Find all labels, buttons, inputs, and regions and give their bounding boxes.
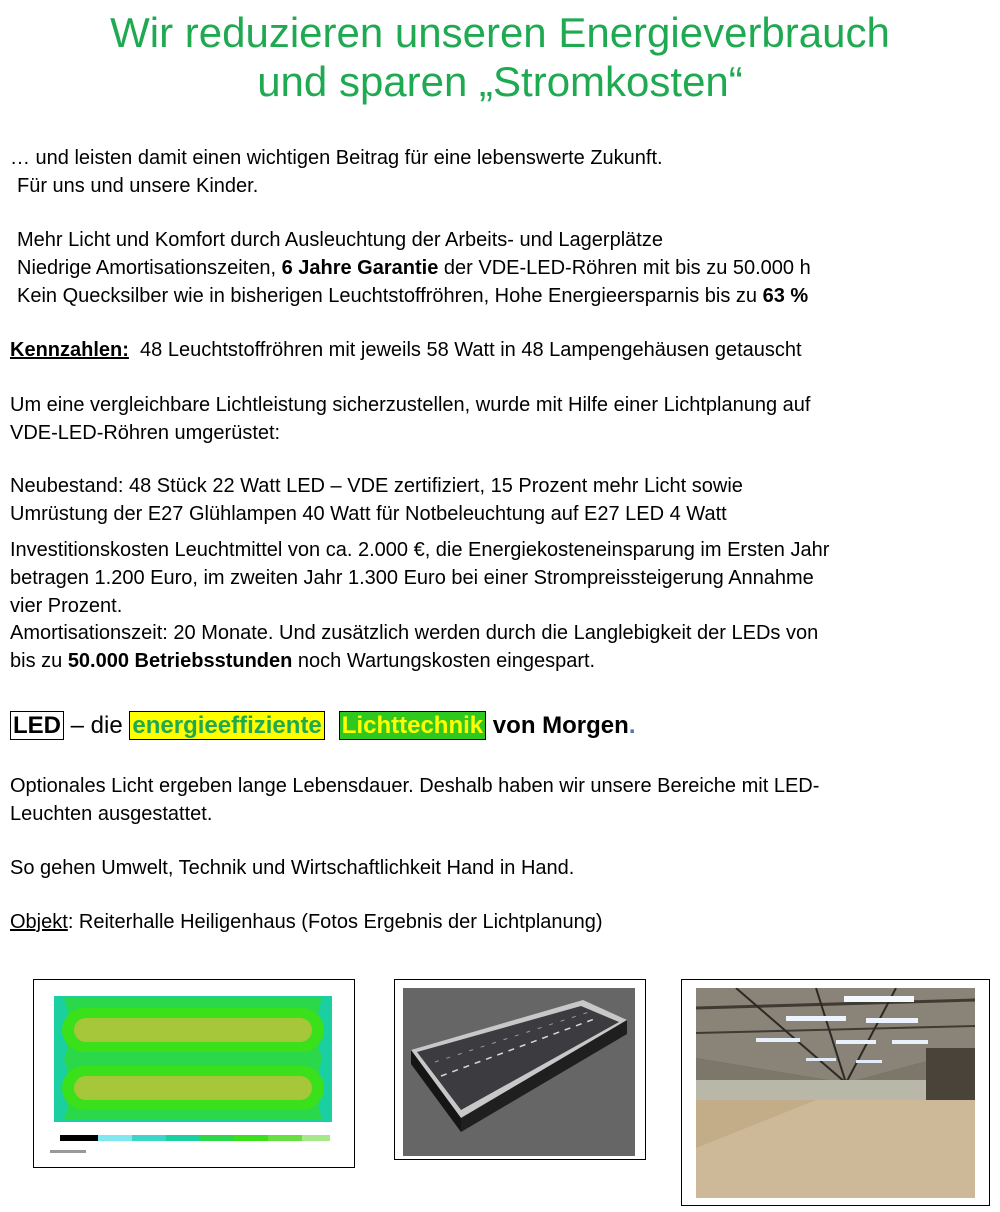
benefit-text: der VDE-LED-Röhren mit bis zu 50.000 h <box>438 257 811 279</box>
neubestand-line-1: Neubestand: 48 Stück 22 Watt LED – VDE zertifiziert, 15 Prozent mehr Licht sowie <box>10 475 743 497</box>
benefit-guarantee: 6 Jahre Garantie <box>281 257 439 279</box>
investment-line-5 <box>10 649 595 673</box>
intro-line-1: … und leisten damit einen wichtigen Beitrag für eine lebenswerte Zukunft. <box>10 147 663 169</box>
benefit-text: Kein Quecksilber wie in bisherigen Leuchtstoffröhren, Hohe Energieersparnis bis zu <box>17 285 763 307</box>
benefit-line-3 <box>17 284 808 308</box>
benefit-savings-percent: 63 % <box>762 285 809 307</box>
investment-operating-hours: 50.000 Betriebsstunden <box>67 650 293 672</box>
optional-line-1: Optionales Licht ergeben lange Lebensdauer. Deshalb haben wir unsere Bereiche mit LED- <box>10 775 820 797</box>
slogan-energy-efficient-box: energieeffiziente <box>129 711 324 740</box>
closing-line: So gehen Umwelt, Technik und Wirtschaftlichkeit Hand in Hand. <box>10 857 575 879</box>
planning-line-1: Um eine vergleichbare Lichtleistung sicherzustellen, wurde mit Hilfe einer Lichtplanung auf <box>10 394 811 416</box>
hall-3d-model <box>395 980 645 1159</box>
kennzahlen-text: 48 Leuchtstoffröhren mit jeweils 58 Watt in 48 Lampengehäusen getauscht <box>140 339 802 361</box>
planning-line-2: VDE-LED-Röhren umgerüstet: <box>10 422 281 444</box>
title-line-1: Wir reduzieren unseren Energieverbrauch <box>110 9 890 56</box>
benefit-line-2 <box>17 256 811 280</box>
slogan-dot: . <box>628 712 636 739</box>
neubestand-line-2: Umrüstung der E27 Glühlampen 40 Watt für Notbeleuchtung auf E27 LED 4 Watt <box>10 503 727 525</box>
riding-hall-photo <box>696 988 975 1198</box>
objekt-line <box>10 910 603 934</box>
investment-line-2: betragen 1.200 Euro, im zweiten Jahr 1.300 Euro bei einer Strompreissteigerung Annahme <box>10 567 814 589</box>
light-distribution-plot <box>34 980 354 1167</box>
investment-line-3: vier Prozent. <box>10 595 123 617</box>
intro-line-2: Für uns und unsere Kinder. <box>17 175 259 197</box>
benefit-text: Niedrige Amortisationszeiten, <box>17 257 282 279</box>
light-distribution-image <box>33 979 355 1168</box>
title-line-2: und sparen „Stromkosten“ <box>257 58 743 105</box>
hall-3d-model-image <box>394 979 646 1160</box>
objekt-text: : Reiterhalle Heiligenhaus (Fotos Ergebnis der Lichtplanung) <box>67 911 603 933</box>
investment-text: bis zu <box>10 650 68 672</box>
slogan-rest: von Morgen <box>486 712 629 739</box>
optional-line-2: Leuchten ausgestattet. <box>10 803 213 825</box>
riding-hall-illustration <box>696 988 975 1198</box>
slogan-light-technology-box: Lichttechnik <box>339 711 486 740</box>
kennzahlen-label: Kennzahlen: <box>10 339 129 361</box>
slogan-led-box: LED <box>10 711 64 740</box>
slogan <box>10 711 635 741</box>
objekt-label: Objekt <box>10 911 68 933</box>
investment-line-4: Amortisationszeit: 20 Monate. Und zusätzlich werden durch die Langlebigkeit der LEDs von <box>10 622 819 644</box>
page-title <box>0 8 1000 106</box>
investment-text: noch Wartungskosten eingespart. <box>292 650 596 672</box>
benefit-line-1: Mehr Licht und Komfort durch Ausleuchtung der Arbeits- und Lagerplätze <box>17 229 663 251</box>
slogan-dash: – die <box>64 712 130 739</box>
kennzahlen-line <box>10 338 802 362</box>
investment-line-1: Investitionskosten Leuchtmittel von ca. 2.000 €, die Energiekosteneinsparung im Ersten Jahr <box>10 539 830 561</box>
